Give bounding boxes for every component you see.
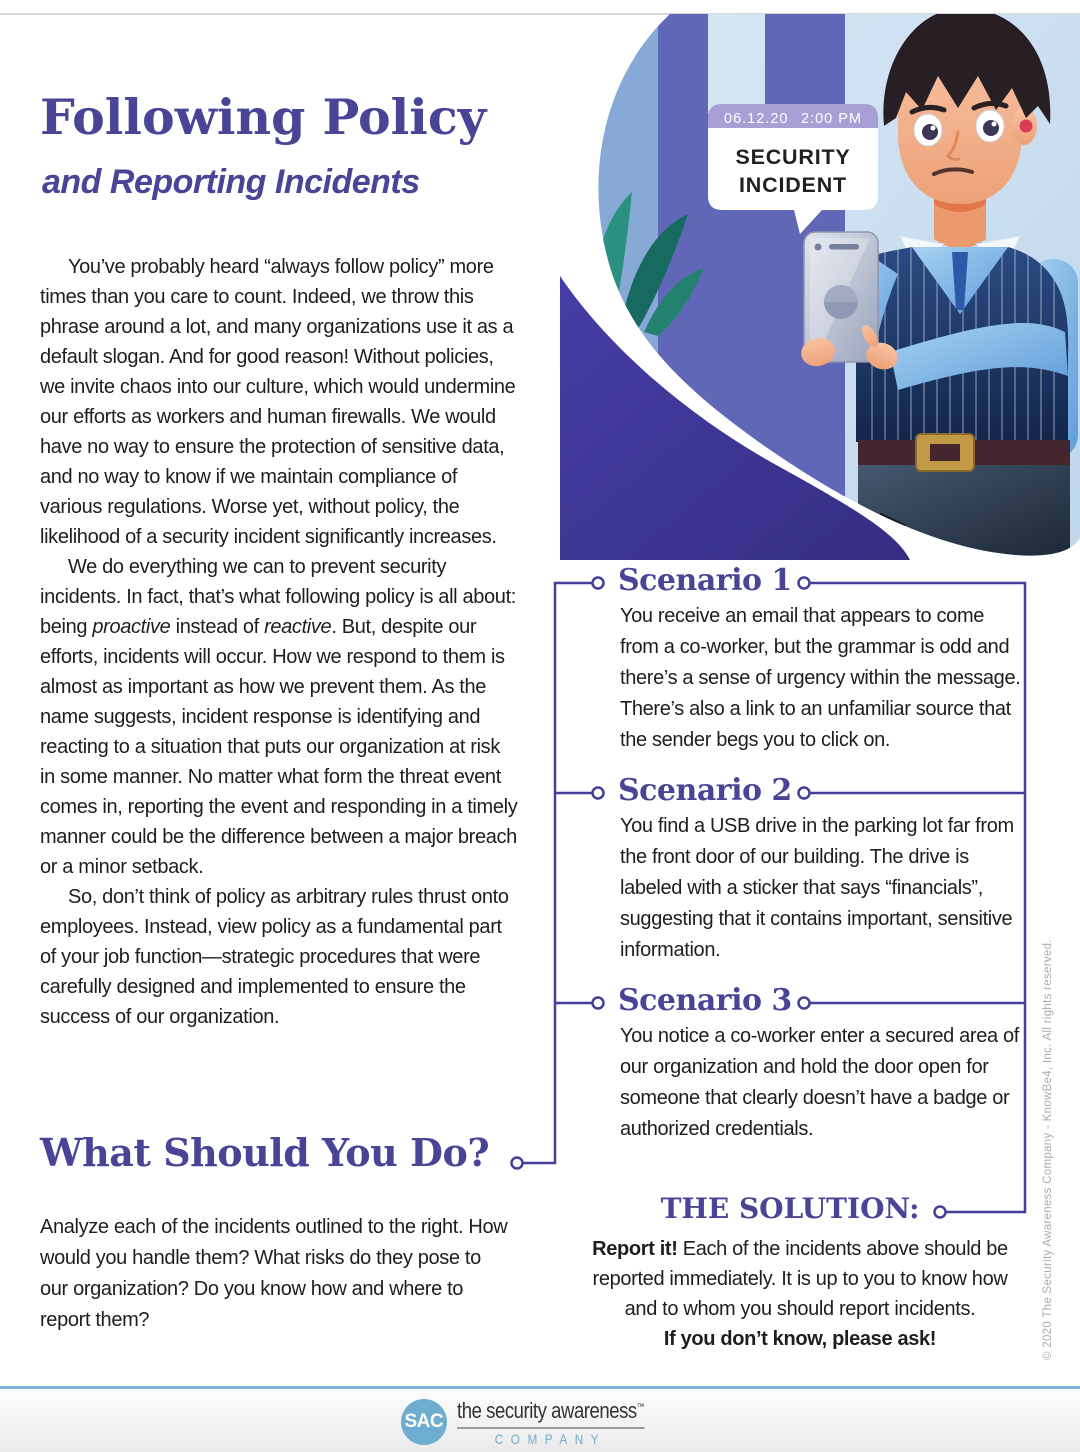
connector-circle — [593, 578, 604, 589]
what-should-you-do-body: Analyze each of the incidents outlined to the right. How would you handle them? What risks do they pose to our organization? Do you know how and where to report them? — [40, 1216, 508, 1331]
connector-circle — [799, 578, 810, 589]
solution-emphasis: If you don’t know, please ask! — [663, 1328, 937, 1350]
notification-time: 2:00 PM — [801, 111, 862, 127]
page-title: Following Policy — [40, 88, 487, 146]
intro-paragraph-2: We do everything we can to prevent security incidents. In fact, that’s what following policy is all about: being proactive instead of reactive. But, despite our efforts, incidents will occur. How we respond to them is almost as important as how we prevent them. As the name suggests, incident response is identifying and reacting to a situation that puts our organization at risk in some manner. No matter what form the threat event comes in, reporting the event and responding in a timely manner could be the difference between a major breach or a minor setback. — [40, 556, 518, 878]
page-subtitle: and Reporting Incidents — [42, 163, 420, 201]
connector-circle — [799, 998, 810, 1009]
notification-date: 06.12.20 — [724, 111, 789, 127]
scenario-1-body: You receive an email that appears to come from a co-worker, but the grammar is odd and there’s a sense of urgency within the message. There’s also a link to an unfamiliar source that the sender begs you to click on. — [620, 605, 1021, 751]
security-incident-illustration — [560, 14, 1080, 560]
sac-logo — [401, 1398, 680, 1447]
sac-logo-text — [457, 1398, 644, 1447]
notification-alert-line1: SECURITY — [735, 145, 851, 169]
brand-word: COMPANY — [494, 1430, 606, 1447]
scenario-3-title: Scenario 3 — [618, 983, 792, 1018]
scenario-3-body: You notice a co-worker enter a secured area of our organization and hold the door open for someone that clearly doesn’t have a badge or authorized credentials. — [620, 1025, 1019, 1140]
scenario-2-body: You find a USB drive in the parking lot far from the front door of our building. The drive is labeled with a sticker that says “financials”, suggesting that it contains important, sensitive information. — [620, 815, 1014, 961]
sac-logo-circle: SAC — [401, 1399, 447, 1445]
intro-paragraph-1: You’ve probably heard “always follow policy” more times than you care to count. Indeed, we throw this phrase around a lot, and many organizations use it as a default slogan. And for good reason! Without policies, we invite chaos into our culture, which would undermine our efforts as workers and human firewalls. We would have no way to ensure the protection of sensitive data, and no way to know if we maintain compliance of various regulations. Worse yet, without policy, the likelihood of a security incident significantly increases. — [40, 256, 516, 548]
intro-paragraphs — [40, 252, 520, 1032]
trademark-symbol: ™ — [636, 1401, 644, 1412]
copyright-notice: © 2020 The Security Awareness Company - KnowBe4, Inc. All rights reserved. — [1042, 939, 1054, 1360]
connector-circle — [799, 788, 810, 799]
connector-circle — [512, 1158, 523, 1169]
scenario-1-title: Scenario 1 — [618, 563, 792, 598]
connector-circle — [593, 788, 604, 799]
connector-circle — [593, 998, 604, 1009]
brand-line: the security awareness™ — [457, 1398, 644, 1429]
what-should-you-do-heading: What Should You Do? — [40, 1130, 490, 1175]
intro-paragraph-3: So, don’t think of policy as arbitrary rules thrust onto employees. Instead, view policy as a fundamental part of your job function—strategic procedures that were carefully designed and implemented to ensure the success of our organization. — [40, 886, 509, 1028]
solution-heading: THE SOLUTION: — [660, 1192, 920, 1225]
footer — [0, 1386, 1080, 1452]
solution-body: Report it! Each of the incidents above should be reported immediately. It is up to you to know how and to whom you should report incidents. If you don’t know, please ask! — [592, 1238, 1008, 1350]
notification-alert-line2: INCIDENT — [739, 173, 847, 197]
scenario-2-title: Scenario 2 — [618, 773, 792, 808]
